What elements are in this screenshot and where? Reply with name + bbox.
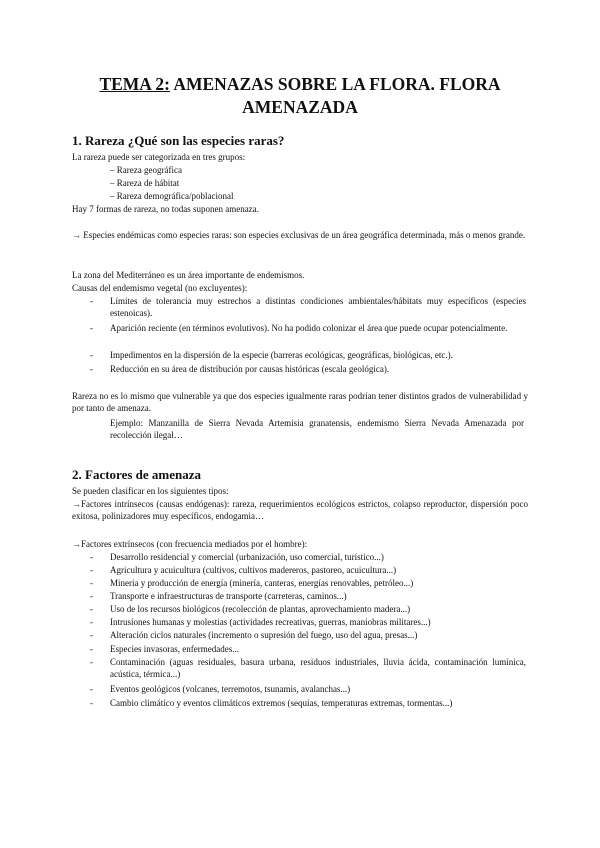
mediterranean-paragraph: La zona del Mediterráneo es un área importante de endemismos. bbox=[72, 270, 305, 280]
list-dash: - bbox=[90, 552, 93, 562]
list-dash: - bbox=[90, 296, 93, 306]
list-text: Transporte e infraestructuras de transporte (carreteras, caminos...) bbox=[110, 591, 347, 601]
list-text: Minería y producción de energía (minería, canteras, energías renovables, petróleo...) bbox=[110, 578, 414, 588]
list-text: Uso de los recursos biológicos (recolección de plantas, aprovechamiento madera...) bbox=[110, 604, 411, 614]
list-text: Contaminación (aguas residuales, basura urbana, residuos industriales, lluvia ácida, contaminación lumínica, acústica, térmica...) bbox=[110, 657, 526, 680]
list-dash: - bbox=[90, 591, 93, 601]
intrinsic-paragraph: →Factores intrínsecos (causas endógenas): rareza, requerimientos ecológicos estrictos, colapso reproductor, dispersión poco exitosa, polinizadores muy específicos, endogamia… bbox=[72, 499, 528, 522]
section1-intro: La rareza puede ser categorizada en tres grupos: bbox=[72, 152, 246, 162]
group-demographic: – Rareza demográfica/poblacional bbox=[110, 191, 234, 201]
list-dash: - bbox=[90, 565, 93, 575]
list-text: Impedimentos en la dispersión de la especie (barreras ecológicas, geográficas, biológicas, etc.). bbox=[110, 350, 453, 360]
list-dash: - bbox=[90, 684, 93, 694]
list-text: Intrusiones humanas y molestias (actividades recreativas, guerras, maniobras militares...) bbox=[110, 617, 431, 627]
causes-intro: Causas del endemismo vegetal (no excluyentes): bbox=[72, 283, 248, 293]
title-line1: AMENAZAS SOBRE LA FLORA. FLORA bbox=[169, 74, 501, 94]
section2-heading: 2. Factores de amenaza bbox=[72, 467, 202, 482]
list-dash: - bbox=[90, 617, 93, 627]
section1-heading: 1. Rareza ¿Qué son las especies raras? bbox=[72, 133, 285, 148]
title-prefix: TEMA 2: bbox=[99, 74, 170, 94]
forms-paragraph: Hay 7 formas de rareza, no todas suponen amenaza. bbox=[72, 204, 259, 214]
list-text: Aparición reciente (en términos evolutivos). No ha podido colonizar el área que puede ocupar potencialmente. bbox=[110, 323, 508, 333]
group-habitat: – Rareza de hábitat bbox=[110, 178, 180, 188]
vulnerable-paragraph: Rareza no es lo mismo que vulnerable ya que dos especies igualmente raras podrían tener distintos grados de vulnerabilidad y por tanto de amenaza. bbox=[72, 391, 528, 414]
list-text: Cambio climático y eventos climáticos extremos (sequías, temperaturas extremas, tormentas...) bbox=[110, 698, 453, 708]
example-paragraph: Ejemplo: Manzanilla de Sierra Nevada Artemisia granatensis, endemismo Sierra Nevada Amenazada por recolección ilegal… bbox=[110, 418, 524, 441]
section2-intro: Se pueden clasificar en los siguientes tipos: bbox=[72, 486, 229, 496]
list-text: Desarrollo residencial y comercial (urbanización, uso comercial, turístico...) bbox=[110, 552, 384, 562]
list-dash: - bbox=[90, 604, 93, 614]
page-title bbox=[40, 73, 560, 119]
list-text: Especies invasoras, enfermedades... bbox=[110, 644, 239, 654]
list-text: Agricultura y acuicultura (cultivos, cultivos madereros, pastoreo, acuicultura...) bbox=[110, 565, 397, 575]
list-text: Reducción en su área de distribución por causas históricas (escala geológica). bbox=[110, 364, 390, 374]
extrinsic-intro: →Factores extrínsecos (con frecuencia mediados por el hombre): bbox=[72, 539, 308, 549]
list-dash: - bbox=[90, 644, 93, 654]
group-geographic: – Rareza geográfica bbox=[110, 165, 182, 175]
list-dash: - bbox=[90, 657, 93, 667]
list-dash: - bbox=[90, 350, 93, 360]
title-line2: AMENAZADA bbox=[242, 97, 358, 117]
list-dash: - bbox=[90, 698, 93, 708]
list-text: Eventos geológicos (volcanes, terremotos, tsunamis, avalanchas...) bbox=[110, 684, 351, 694]
endemic-paragraph: → Especies endémicas como especies raras: son especies exclusivas de un área geográfica determinada, más o menos grande. bbox=[72, 230, 526, 240]
list-text: Alteración ciclos naturales (incremento o supresión del fuego, uso del agua, presas...) bbox=[110, 630, 418, 640]
list-dash: - bbox=[90, 630, 93, 640]
list-dash: - bbox=[90, 323, 93, 333]
list-dash: - bbox=[90, 364, 93, 374]
list-text: Límites de tolerancia muy estrechos a distintas condiciones ambientales/hábitats muy específicos (especies estenoicas). bbox=[110, 296, 526, 319]
list-dash: - bbox=[90, 578, 93, 588]
